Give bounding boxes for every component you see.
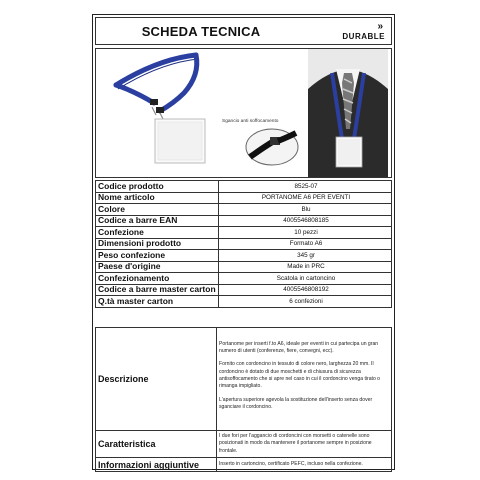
spec-value: 4005546808185 — [219, 215, 392, 227]
spec-row — [96, 296, 392, 308]
description-label: Descrizione — [96, 328, 217, 431]
description-value — [217, 328, 392, 431]
spec-row — [96, 227, 392, 239]
spec-label: Dimensioni prodotto — [96, 238, 219, 250]
characteristic-value — [217, 431, 392, 458]
safety-release-detail-image — [244, 127, 300, 167]
description-row — [96, 328, 392, 431]
spec-value: Made in PRC — [219, 261, 392, 273]
spec-label: Peso confezione — [96, 250, 219, 262]
characteristic-text: I due fori per l'aggancio di cordoncini con morsetti o catenelle sono posizionati in modo da mantenere il portanome sempre in posizione frontale. — [219, 433, 372, 454]
description-paragraph: L'apertura superiore agevola la sostituzione dell'inserto senza dover sganciare il cordoncino. — [219, 396, 373, 410]
spec-label: Nome articolo — [96, 192, 219, 204]
brand-name: DURABLE — [342, 32, 385, 41]
description-paragraph: Fornito con cordoncino in tessuto di colore nero, larghezza 20 mm. Il cordoncino è dotato di due moschetti e di chiusura di sicurezza antisoffocamento che si apre nel caso in cui il cordoncino venga tirato o rimanga impigliato. — [219, 361, 381, 390]
spec-row — [96, 204, 392, 216]
characteristic-row — [96, 431, 392, 458]
product-spec-table — [95, 180, 392, 308]
spec-row — [96, 261, 392, 273]
spec-value: 10 pezzi — [219, 227, 392, 239]
image-caption: Sgancio anti soffocamento — [222, 119, 279, 124]
additional-info-text: Inserto in cartoncino, certificato PEFC, incluso nella confezione. — [219, 460, 363, 467]
spec-value: 6 confezioni — [219, 296, 392, 308]
spec-value: 345 gr — [219, 250, 392, 262]
spec-label: Colore — [96, 204, 219, 216]
spec-value: Scatola in cartoncino — [219, 273, 392, 285]
spec-label: Codice prodotto — [96, 181, 219, 193]
spec-label: Confezionamento — [96, 273, 219, 285]
spec-label: Codice a barre EAN — [96, 215, 219, 227]
spec-row — [96, 215, 392, 227]
spec-row — [96, 273, 392, 285]
spec-row — [96, 284, 392, 296]
product-images — [95, 48, 392, 178]
spec-row — [96, 192, 392, 204]
spec-value: Formato A6 — [219, 238, 392, 250]
additional-info-row — [96, 458, 392, 472]
spec-value: PORTANOME A6 PER EVENTI — [219, 192, 392, 204]
sheet-header — [95, 17, 392, 45]
spec-value: 8525-07 — [219, 181, 392, 193]
spec-value: 4005546808192 — [219, 284, 392, 296]
product-sheet — [92, 14, 395, 470]
sheet-title: SCHEDA TECNICA — [141, 24, 261, 39]
brand-mark-icon: » — [377, 21, 383, 32]
spec-label: Q.tà master carton — [96, 296, 219, 308]
spec-value: Blu — [219, 204, 392, 216]
spec-row — [96, 181, 392, 193]
additional-info-value — [217, 458, 392, 472]
lanyard-product-image — [98, 49, 238, 177]
characteristic-label: Caratteristica — [96, 431, 217, 458]
spec-row — [96, 250, 392, 262]
product-details-table — [95, 327, 392, 472]
description-paragraph: Portanome per inserti f.to A6, ideale per eventi in cui partecipa un gran numero di utenti (conferenze, fiere, convegni, ecc). — [219, 340, 379, 355]
spec-label: Paese d'origine — [96, 261, 219, 273]
person-wearing-badge-image — [308, 49, 388, 177]
spec-label: Confezione — [96, 227, 219, 239]
spec-label: Codice a barre master carton — [96, 284, 219, 296]
spec-row — [96, 238, 392, 250]
brand-logo — [315, 23, 385, 41]
additional-info-label: Informazioni aggiuntive — [96, 458, 217, 472]
